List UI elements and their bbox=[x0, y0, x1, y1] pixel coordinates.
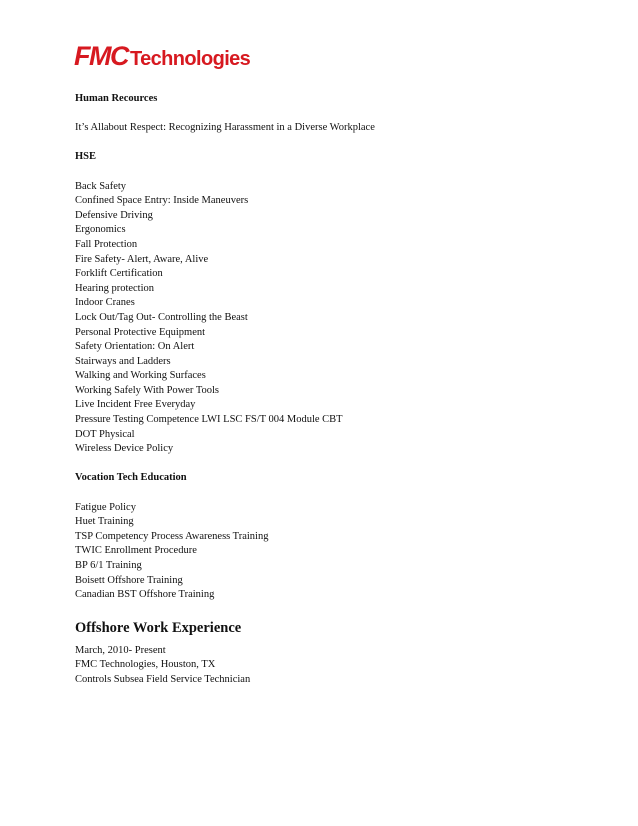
section-heading-vocation: Vocation Tech Education bbox=[75, 472, 187, 484]
employment-date: March, 2010- Present bbox=[75, 644, 166, 656]
list-item: It’s Allabout Respect: Recognizing Harassment in a Diverse Workplace bbox=[75, 122, 375, 134]
list-item: Stairways and Ladders bbox=[75, 355, 171, 367]
list-item: Fire Safety- Alert, Aware, Alive bbox=[75, 253, 209, 265]
list-item: Pressure Testing Competence LWI LSC FS/T 004 Module CBT bbox=[75, 414, 343, 426]
human-resources-list bbox=[75, 121, 595, 136]
list-item: Indoor Cranes bbox=[75, 297, 135, 309]
list-item: Walking and Working Surfaces bbox=[75, 370, 206, 382]
logo-brand: FMC bbox=[74, 41, 128, 71]
section-heading-human-resources: Human Recources bbox=[75, 93, 158, 104]
list-item: Forklift Certification bbox=[75, 268, 163, 280]
logo-suffix: Technologies bbox=[129, 48, 251, 70]
section-heading-offshore: Offshore Work Experience bbox=[75, 619, 242, 636]
list-item: Fatigue Policy bbox=[75, 501, 136, 513]
hse-list bbox=[75, 180, 595, 457]
list-item: TWIC Enrollment Procedure bbox=[75, 545, 197, 557]
list-item: Personal Protective Equipment bbox=[75, 326, 206, 338]
list-item: Huet Training bbox=[75, 516, 134, 528]
list-item: Fall Protection bbox=[75, 238, 138, 250]
list-item: Defensive Driving bbox=[75, 209, 153, 221]
list-item: Back Safety bbox=[75, 180, 127, 192]
list-item: Live Incident Free Everyday bbox=[75, 399, 196, 411]
list-item: Lock Out/Tag Out- Controlling the Beast bbox=[75, 311, 248, 323]
list-item: Wireless Device Policy bbox=[75, 443, 174, 455]
list-item: TSP Competency Process Awareness Training bbox=[75, 530, 269, 542]
company-logo bbox=[74, 40, 250, 70]
job-title: Controls Subsea Field Service Technician bbox=[75, 673, 251, 685]
list-item: Ergonomics bbox=[75, 224, 126, 236]
list-item: Confined Space Entry: Inside Maneuvers bbox=[75, 195, 249, 207]
section-heading-hse: HSE bbox=[75, 151, 97, 163]
list-item: Safety Orientation: On Alert bbox=[75, 341, 195, 353]
list-item: DOT Physical bbox=[75, 428, 135, 440]
list-item: Working Safely With Power Tools bbox=[75, 384, 220, 396]
vocation-list bbox=[75, 501, 595, 603]
list-item: Canadian BST Offshore Training bbox=[75, 589, 215, 601]
list-item: BP 6/1 Training bbox=[75, 560, 142, 571]
list-item: Boisett Offshore Training bbox=[75, 574, 183, 586]
list-item: Hearing protection bbox=[75, 282, 155, 294]
employer-location: FMC Technologies, Houston, TX bbox=[75, 659, 216, 671]
document-body bbox=[75, 92, 595, 688]
